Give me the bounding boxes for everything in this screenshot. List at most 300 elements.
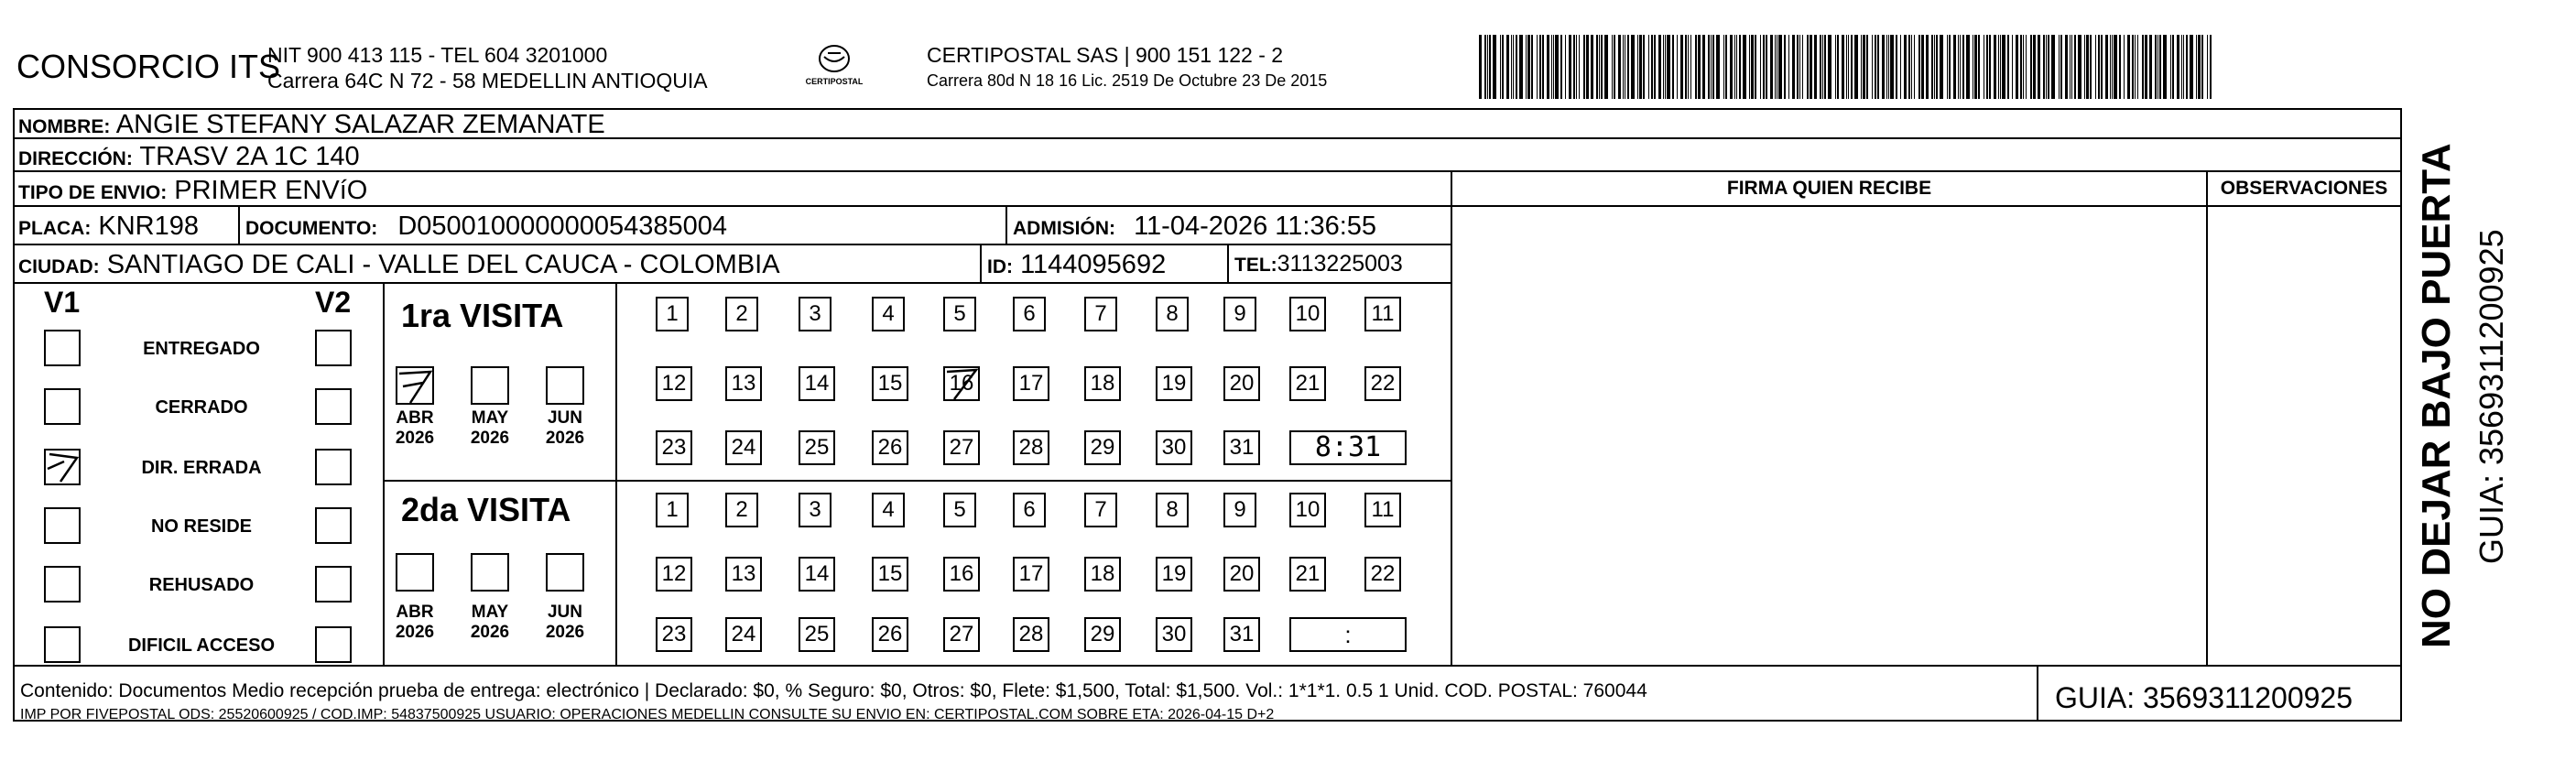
barcode-bar <box>1516 35 1517 99</box>
v2-label: V2 <box>315 286 352 319</box>
month-name: ABR <box>396 408 434 428</box>
first-visit-day[interactable]: 28 <box>1013 430 1049 465</box>
second-visit-day[interactable]: 24 <box>725 617 762 652</box>
barcode-bar <box>1994 35 1996 99</box>
barcode-bar <box>1643 35 1645 99</box>
first-visit-day[interactable]: 25 <box>799 430 835 465</box>
tipo-label: TIPO DE ENVIO: <box>18 182 168 203</box>
barcode-bar <box>1599 35 1600 99</box>
day-number: 16 <box>949 371 974 396</box>
second-visit-month-checkbox[interactable] <box>396 553 434 592</box>
company-info <box>267 42 708 93</box>
first-visit-day[interactable]: 27 <box>943 430 980 465</box>
nombre-row <box>13 108 2402 139</box>
barcode-bar <box>2095 35 2096 99</box>
second-visit-day[interactable]: 6 <box>1013 493 1046 527</box>
v2-checkbox[interactable] <box>315 449 352 485</box>
tel-value: 3113225003 <box>1277 251 1403 277</box>
barcode-bar <box>1751 35 1754 99</box>
barcode-bar <box>1560 35 1562 99</box>
barcode-bar <box>2026 35 2027 99</box>
first-visit-day[interactable]: 14 <box>799 366 835 401</box>
footer-print-info: IMP POR FIVEPOSTAL ODS: 25520600925 / COD.IMP: 54837500925 USUARIO: OPERACIONES MEDELLIN CONSULTE SU ENVIO EN: CERTIPOSTAL.COM SOBRE ETA: 2026-04-15 D+2 <box>20 707 1275 722</box>
barcode-bar <box>1565 35 1566 99</box>
barcode-bar <box>1962 35 1964 99</box>
barcode-bar <box>2090 35 2092 99</box>
nit-line: NIT 900 413 115 - TEL 604 3201000 <box>267 43 608 67</box>
barcode-bar <box>1667 35 1670 99</box>
barcode-bar <box>2201 35 2203 99</box>
barcode-bar <box>1506 35 1509 99</box>
barcode-bar <box>1911 35 1912 99</box>
barcode-bar <box>1690 35 1691 99</box>
second-visit-day[interactable]: 30 <box>1156 617 1192 652</box>
second-visit-day[interactable]: 3 <box>799 493 831 527</box>
barcode-bar <box>2172 35 2174 99</box>
certipostal-line: CERTIPOSTAL SAS | 900 151 122 - 2 <box>927 43 1284 67</box>
v2-checkbox[interactable] <box>315 507 352 544</box>
barcode-bar <box>1654 35 1656 99</box>
barcode-bar <box>1663 35 1664 99</box>
barcode-bar <box>2048 35 2049 99</box>
placa-value: KNR198 <box>98 212 200 241</box>
barcode-bar <box>1493 35 1496 99</box>
barcode-bar <box>1934 35 1935 99</box>
company-name: CONSORCIO ITS <box>16 48 281 85</box>
barcode-bar <box>1736 35 1737 99</box>
barcode-bar <box>1799 35 1800 99</box>
barcode-bar <box>1953 35 1956 99</box>
id-label: ID: <box>987 256 1013 277</box>
second-visit-day[interactable]: 28 <box>1013 617 1049 652</box>
barcode-bar <box>2110 35 2111 99</box>
barcode-bar <box>2020 35 2022 99</box>
barcode-bar <box>1627 35 1629 99</box>
second-visit-day[interactable]: 11 <box>1364 493 1401 527</box>
barcode-bar <box>2149 35 2152 99</box>
barcode-bar <box>2033 35 2036 99</box>
barcode-bar <box>1551 35 1552 99</box>
barcode-bar <box>2101 35 2103 99</box>
barcode-bar <box>1651 35 1653 99</box>
first-visit-day[interactable]: 3 <box>799 297 831 331</box>
tipo-value: PRIMER ENVíO <box>174 176 368 205</box>
barcode-bar <box>2132 35 2134 99</box>
ciudad-label: CIUDAD: <box>18 256 100 277</box>
barcode-bar <box>1778 35 1782 99</box>
second-visit-day[interactable]: 29 <box>1084 617 1121 652</box>
status-label: DIR. ERRADA <box>141 458 262 478</box>
month-label <box>533 408 597 449</box>
barcode-bar <box>2098 35 2100 99</box>
barcode-bar <box>1631 35 1635 99</box>
barcode-bar <box>1807 35 1809 99</box>
second-visit-day[interactable]: 14 <box>799 557 835 592</box>
barcode-bar <box>1639 35 1642 99</box>
first-visit-day[interactable]: 13 <box>725 366 762 401</box>
barcode-bar <box>1672 35 1674 99</box>
barcode-bar <box>1637 35 1638 99</box>
barcode-bar <box>2181 35 2182 99</box>
second-visit-day[interactable]: 8 <box>1156 493 1189 527</box>
barcode-bar <box>2142 35 2144 99</box>
barcode-bar <box>1846 35 1847 99</box>
first-visit-day[interactable]: 18 <box>1084 366 1121 401</box>
direccion-row <box>13 139 2402 172</box>
second-visit-day[interactable]: 23 <box>656 617 692 652</box>
barcode-bar <box>1890 35 1894 99</box>
barcode-bar <box>1677 35 1678 99</box>
month-name: JUN <box>547 603 582 622</box>
barcode-bar <box>1792 35 1795 99</box>
barcode-bar <box>1526 35 1527 99</box>
no-dejar-bajo-puerta: NO DEJAR BAJO PUERTA <box>2414 143 2459 648</box>
barcode-bar <box>2170 35 2171 99</box>
second-visit-day[interactable]: 1 <box>656 493 689 527</box>
tel-label: TEL: <box>1234 255 1277 276</box>
v1-checkbox[interactable] <box>44 449 81 485</box>
barcode-bar <box>1612 35 1613 99</box>
first-visit-day[interactable]: 11 <box>1364 297 1401 331</box>
barcode-bar <box>2127 35 2130 99</box>
barcode-bar <box>1749 35 1750 99</box>
barcode-bar <box>1842 35 1844 99</box>
barcode-bar <box>1698 35 1701 99</box>
second-visit-day[interactable]: 12 <box>656 557 692 592</box>
barcode-bar <box>1926 35 1929 99</box>
barcode-bar <box>1828 35 1831 99</box>
first-visit-day[interactable]: 10 <box>1289 297 1326 331</box>
second-visit-day[interactable]: 4 <box>872 493 905 527</box>
barcode-bar <box>1484 35 1486 99</box>
status-label: CERRADO <box>155 397 248 418</box>
second-visit-day[interactable]: 9 <box>1223 493 1256 527</box>
barcode-bar <box>1708 35 1710 99</box>
barcode-bar <box>2074 35 2076 99</box>
first-visit-day[interactable]: 5 <box>943 297 976 331</box>
barcode-bar <box>2196 35 2197 99</box>
first-visit-day[interactable]: 17 <box>1013 366 1049 401</box>
first-visit-day[interactable]: 19 <box>1156 366 1192 401</box>
second-visit-time[interactable]: : <box>1289 617 1407 652</box>
month-name: JUN <box>547 408 582 428</box>
second-visit-day[interactable]: 16 <box>943 557 980 592</box>
month-label <box>383 603 447 643</box>
firma-area[interactable] <box>1452 207 2206 665</box>
ciudad-value: SANTIAGO DE CALI - VALLE DEL CAUCA - COLOMBIA <box>106 250 780 279</box>
second-visit-day[interactable]: 22 <box>1364 557 1401 592</box>
first-visit-month-checkbox[interactable] <box>471 366 509 405</box>
barcode-bar <box>1820 35 1821 99</box>
barcode-bar <box>1739 35 1741 99</box>
footer-guia: GUIA: 3569311200925 <box>2055 681 2353 714</box>
first-visit-day[interactable]: 7 <box>1084 297 1117 331</box>
observaciones-area[interactable] <box>2208 207 2400 665</box>
second-visit-day[interactable]: 5 <box>943 493 976 527</box>
barcode-bar <box>1547 35 1549 99</box>
barcode-bar <box>2145 35 2147 99</box>
barcode-bar <box>1940 35 1943 99</box>
first-visit-day[interactable]: 20 <box>1223 366 1260 401</box>
barcode-bar <box>1788 35 1789 99</box>
barcode-bar <box>1824 35 1826 99</box>
barcode-bar <box>1947 35 1948 99</box>
barcode-bar <box>2112 35 2113 99</box>
month-year: 2026 <box>545 429 585 448</box>
barcode-bar <box>1569 35 1571 99</box>
barcode-bar <box>1797 35 1799 99</box>
barcode-bar <box>1978 35 1980 99</box>
barcode-bar <box>1583 35 1585 99</box>
first-visit-day[interactable] <box>943 366 980 401</box>
first-visit-day[interactable]: 31 <box>1223 430 1260 465</box>
second-visit-day[interactable]: 31 <box>1223 617 1260 652</box>
v1-checkbox[interactable] <box>44 330 81 366</box>
documento-label: DOCUMENTO: <box>245 218 378 239</box>
v2-checkbox[interactable] <box>315 388 352 425</box>
barcode-bar <box>1511 35 1512 99</box>
barcode-bar <box>1766 35 1767 99</box>
month-name: MAY <box>471 603 509 622</box>
first-visit-day[interactable]: 4 <box>872 297 905 331</box>
first-visit-day[interactable]: 8 <box>1156 297 1189 331</box>
ciudad-row <box>13 245 1451 284</box>
v1-checkbox[interactable] <box>44 626 81 663</box>
second-visit-day[interactable]: 27 <box>943 617 980 652</box>
v1-label: V1 <box>44 286 81 319</box>
barcode-bar <box>1949 35 1951 99</box>
barcode-bar <box>1886 35 1887 99</box>
second-visit-day[interactable]: 18 <box>1084 557 1121 592</box>
barcode-bar <box>1966 35 1970 99</box>
month-year: 2026 <box>395 429 435 448</box>
barcode-bar <box>1921 35 1924 99</box>
month-year: 2026 <box>545 623 585 642</box>
first-visit-day[interactable]: 6 <box>1013 297 1046 331</box>
firma-header: FIRMA QUIEN RECIBE <box>1451 172 2206 207</box>
barcode-bar <box>1695 35 1697 99</box>
v2-checkbox[interactable] <box>315 330 352 366</box>
barcode-bar <box>1760 35 1761 99</box>
barcode-bar <box>1877 35 1879 99</box>
second-visit-day[interactable]: 21 <box>1289 557 1326 592</box>
barcode-bar <box>1542 35 1544 99</box>
barcode-bar <box>1861 35 1862 99</box>
barcode-bar <box>2065 35 2068 99</box>
barcode-bar <box>2207 35 2208 99</box>
month-name: MAY <box>471 408 509 428</box>
barcode-bar <box>1685 35 1687 99</box>
observaciones-header: OBSERVACIONES <box>2206 172 2400 207</box>
id-value: 1144095692 <box>1020 250 1167 279</box>
barcode-bar <box>1665 35 1666 99</box>
barcode-bar <box>2038 35 2040 99</box>
barcode-bar <box>1489 35 1491 99</box>
barcode-bar <box>2177 35 2179 99</box>
barcode-bar <box>1500 35 1501 99</box>
first-visit-day[interactable]: 9 <box>1223 297 1256 331</box>
v2-checkbox[interactable] <box>315 626 352 663</box>
second-visit-month-checkbox[interactable] <box>471 553 509 592</box>
barcode-bar <box>1537 35 1538 99</box>
barcode-bar <box>1576 35 1577 99</box>
barcode-bar <box>1931 35 1933 99</box>
barcode-bar <box>1904 35 1907 99</box>
barcode-bar <box>1936 35 1938 99</box>
logo-text: CERTIPOSTAL <box>806 77 863 86</box>
barcode-bar <box>1848 35 1849 99</box>
barcode-bar <box>2016 35 2018 99</box>
barcode-bar <box>1810 35 1812 99</box>
nombre-value: ANGIE STEFANY SALAZAR ZEMANATE <box>115 110 605 139</box>
barcode-bar <box>1725 35 1727 99</box>
month-label <box>458 603 522 643</box>
barcode-bar <box>1519 35 1523 99</box>
barcode-bar <box>1712 35 1714 99</box>
barcode-bar <box>2007 35 2009 99</box>
barcode-bar <box>1618 35 1621 99</box>
month-year: 2026 <box>395 623 435 642</box>
placa-row <box>13 207 1451 245</box>
barcode-bar <box>1814 35 1817 99</box>
barcode-bar <box>1716 35 1720 99</box>
barcode-bar <box>1596 35 1598 99</box>
barcode-bar <box>1802 35 1803 99</box>
barcode-bar <box>2070 35 2071 99</box>
barcode-bar <box>1734 35 1735 99</box>
barcode-bar <box>2046 35 2047 99</box>
side-guia: GUIA: 3569311200925 <box>2473 229 2510 564</box>
first-visit-month-checkbox[interactable] <box>396 366 434 405</box>
barcode-bar <box>1680 35 1683 99</box>
barcode-bar <box>1604 35 1608 99</box>
barcode-bar <box>1900 35 1901 99</box>
second-visit-day[interactable]: 15 <box>872 557 908 592</box>
first-visit-title: 1ra VISITA <box>401 297 564 334</box>
direccion-value: TRASV 2A 1C 140 <box>139 142 360 171</box>
second-visit-month-checkbox[interactable] <box>546 553 584 592</box>
first-visit-day[interactable]: 24 <box>725 430 762 465</box>
barcode-bar <box>1573 35 1575 99</box>
first-visit-day[interactable]: 15 <box>872 366 908 401</box>
barcode-bar <box>1555 35 1559 99</box>
barcode-bar <box>1730 35 1733 99</box>
first-visit-day[interactable]: 1 <box>656 297 689 331</box>
first-visit-day[interactable]: 22 <box>1364 366 1401 401</box>
certipostal-logo <box>806 38 863 93</box>
second-visit-day[interactable]: 19 <box>1156 557 1192 592</box>
second-visit-day[interactable]: 26 <box>872 617 908 652</box>
barcode-bar <box>1918 35 1920 99</box>
barcode-bar <box>1755 35 1756 99</box>
barcode-bar <box>2086 35 2089 99</box>
barcode-bar <box>1502 35 1504 99</box>
barcode-bar <box>1539 35 1541 99</box>
second-visit-day[interactable]: 13 <box>725 557 762 592</box>
barcode-bar <box>1958 35 1959 99</box>
barcode-bar <box>2114 35 2117 99</box>
barcode-bar <box>1784 35 1786 99</box>
barcode-bar <box>1854 35 1858 99</box>
barcode-bar <box>2023 35 2024 99</box>
barcode-bar <box>2043 35 2045 99</box>
status-label: NO RESIDE <box>150 516 253 537</box>
barcode-bar <box>1531 35 1533 99</box>
second-visit-day[interactable]: 20 <box>1223 557 1260 592</box>
barcode-bar <box>1914 35 1915 99</box>
barcode-bar <box>2059 35 2060 99</box>
barcode-bar <box>1908 35 1910 99</box>
barcode-bar <box>1723 35 1724 99</box>
barcode-bar <box>2155 35 2157 99</box>
barcode-bar <box>2190 35 2193 99</box>
barcode-bar <box>1688 35 1689 99</box>
barcode-bar <box>2159 35 2161 99</box>
first-visit-month-checkbox[interactable] <box>546 366 584 405</box>
barcode-bar <box>1986 35 1988 99</box>
first-visit-day[interactable]: 29 <box>1084 430 1121 465</box>
barcode-bar <box>1974 35 1977 99</box>
barcode-bar <box>1960 35 1961 99</box>
admision-label: ADMISIÓN: <box>1013 218 1115 239</box>
second-visit-day[interactable]: 25 <box>799 617 835 652</box>
first-visit-day[interactable]: 12 <box>656 366 692 401</box>
barcode-bar <box>1875 35 1876 99</box>
documento-value: D050010000000054385004 <box>397 212 727 241</box>
barcode-bar <box>2084 35 2085 99</box>
v1-checkbox[interactable] <box>44 566 81 603</box>
admision-value: 11-04-2026 11:36:55 <box>1134 212 1377 241</box>
tipo-row <box>13 172 2402 207</box>
barcode-bar <box>1591 35 1593 99</box>
first-visit-day[interactable]: 23 <box>656 430 692 465</box>
barcode-bar <box>1623 35 1624 99</box>
second-visit-day[interactable]: 17 <box>1013 557 1049 592</box>
footer-content: Contenido: Documentos Medio recepción prueba de entrega: electrónico | Declarado: $0, % Seguro: $0, Otros: $0, Flete: $1,500, Total: $1,500. Vol.: 1*1*1. 0.5 1 Unid. COD. POSTAL: 760044 <box>20 680 1647 701</box>
checkmark-icon <box>397 368 436 407</box>
barcode-bar <box>2124 35 2125 99</box>
v1-checkbox[interactable] <box>44 388 81 425</box>
second-visit-day[interactable]: 7 <box>1084 493 1117 527</box>
first-visit-day[interactable]: 26 <box>872 430 908 465</box>
second-visit-day[interactable]: 10 <box>1289 493 1326 527</box>
status-label: REHUSADO <box>148 575 255 595</box>
barcode-bar <box>2060 35 2062 99</box>
barcode-bar <box>1896 35 1897 99</box>
first-visit-day[interactable]: 30 <box>1156 430 1192 465</box>
second-visit-day[interactable]: 2 <box>725 493 758 527</box>
nombre-label: NOMBRE: <box>18 116 111 137</box>
direccion-label: DIRECCIÓN: <box>18 148 133 169</box>
status-label: ENTREGADO <box>143 339 260 359</box>
barcode-bar <box>1711 35 1712 99</box>
first-visit-day[interactable]: 2 <box>725 297 758 331</box>
barcode-bar <box>2012 35 2013 99</box>
barcode-bar <box>2135 35 2136 99</box>
barcode-bar <box>1888 35 1889 99</box>
first-visit-day[interactable]: 21 <box>1289 366 1326 401</box>
barcode-bar <box>1851 35 1853 99</box>
month-year: 2026 <box>470 429 510 448</box>
barcode-bar <box>1763 35 1765 99</box>
visits-divider <box>385 480 1451 482</box>
barcode-bar <box>2186 35 2188 99</box>
month-name: ABR <box>396 603 434 622</box>
first-visit-time[interactable]: 8:31 <box>1289 430 1407 465</box>
v1-checkbox[interactable] <box>44 507 81 544</box>
barcode-bar <box>1835 35 1836 99</box>
v2-checkbox[interactable] <box>315 566 352 603</box>
